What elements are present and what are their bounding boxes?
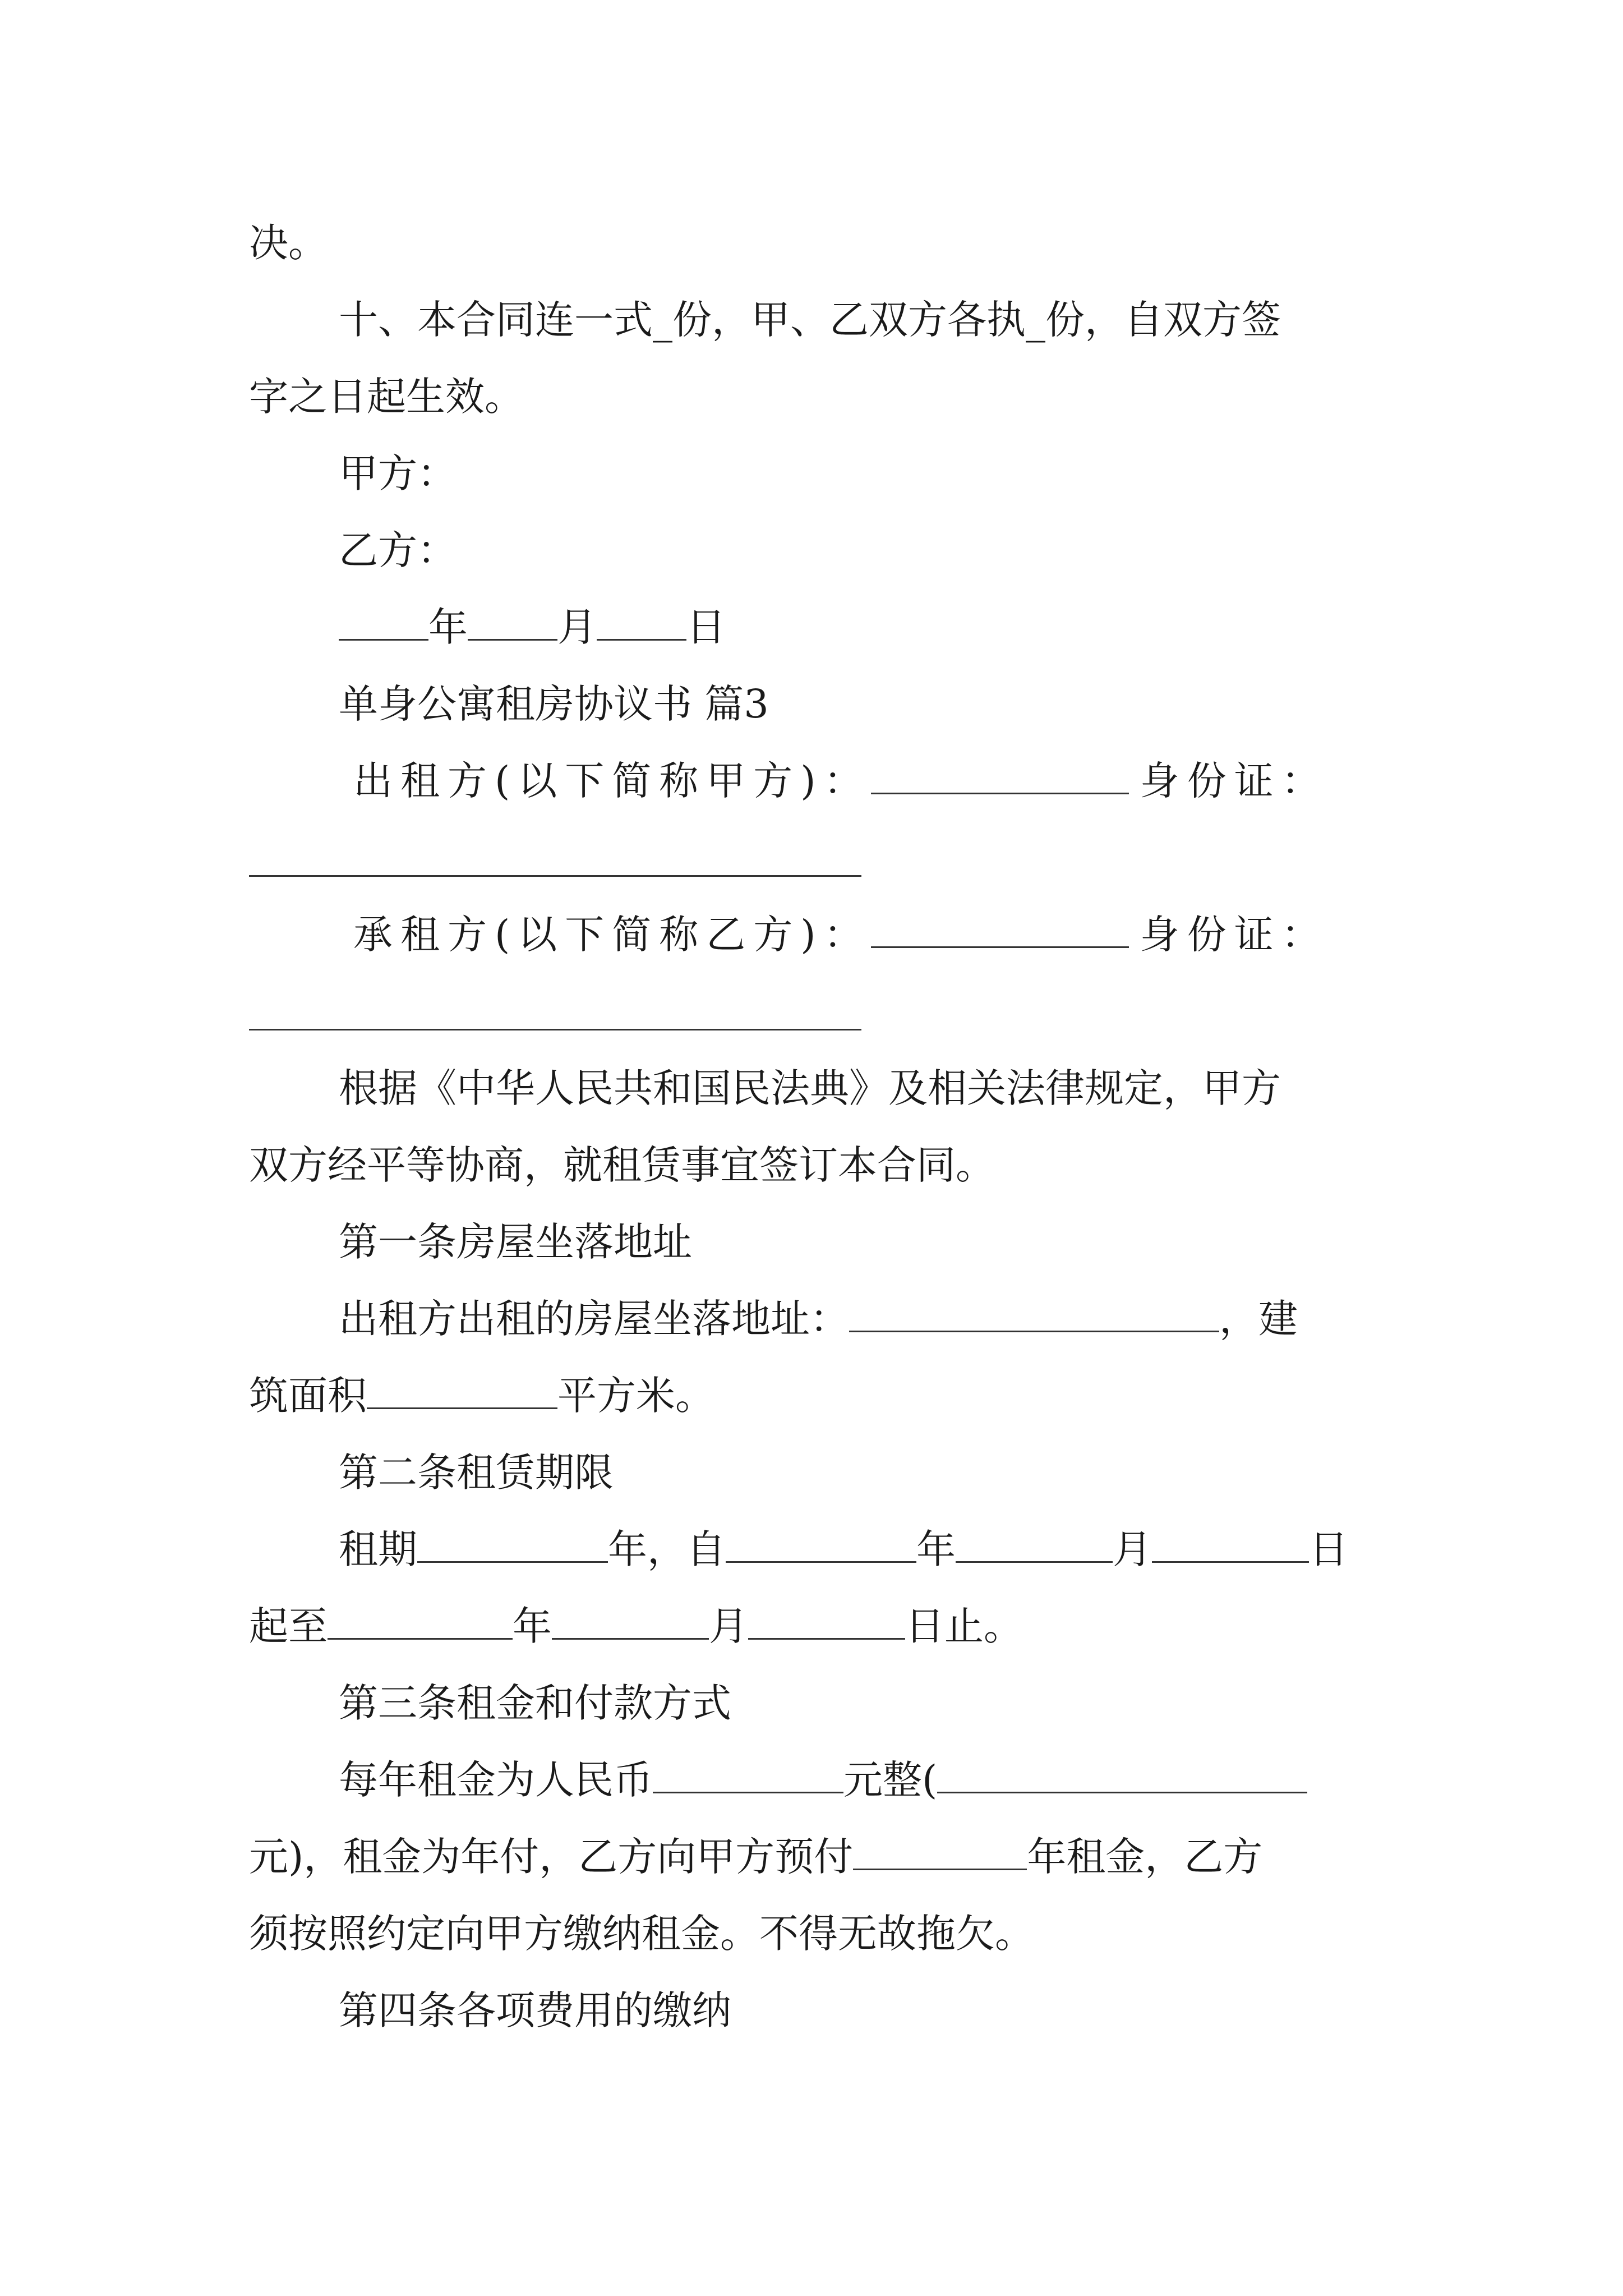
blank-month: [468, 605, 557, 641]
blank-prepay: [853, 1835, 1027, 1870]
blank-start-day: [1152, 1527, 1309, 1563]
text-line: 根据《中华人民共和国民法典》及相关法律规定，甲方: [339, 1065, 1281, 1111]
text-fragment: 日: [1309, 1526, 1348, 1572]
article-two-heading: 第二条租赁期限: [339, 1450, 614, 1496]
date-day-label: 日: [686, 604, 726, 650]
blank-lessor: [871, 759, 1129, 794]
blank-lessee: [871, 913, 1129, 948]
blank-term: [417, 1527, 608, 1563]
text-fragment: ，建: [1219, 1296, 1298, 1342]
text-line: 决。: [249, 220, 328, 266]
date-year-label: 年: [428, 604, 468, 650]
blank-end-day: [748, 1604, 905, 1640]
text-fragment: 元整(: [843, 1757, 938, 1803]
text-fragment: 年租金，乙方: [1027, 1834, 1263, 1880]
text-fragment: 日止。: [905, 1603, 1023, 1649]
lessee-line: [353, 907, 1329, 963]
address-label: 出租方出租的房屋坐落地址：: [339, 1296, 849, 1342]
blank-address: [849, 1297, 1219, 1332]
date-month-label: 月: [557, 604, 597, 650]
text-fragment: 元)，租金为年付，乙方向甲方预付: [249, 1834, 854, 1880]
term-end-line: [249, 1598, 1023, 1654]
rent-payment-line: [249, 1829, 1262, 1885]
text-fragment: 月: [709, 1603, 748, 1649]
lessor-line: [353, 753, 1329, 809]
blank-lessor-id: [249, 875, 861, 877]
date-line: [339, 599, 726, 655]
term-line: [339, 1521, 1348, 1577]
blank-end-year: [328, 1604, 513, 1640]
party-a-label: 甲方：: [339, 450, 457, 496]
blank-start-year: [726, 1527, 916, 1563]
blank-day: [597, 605, 686, 641]
lessor-label: 出租方(以下简称甲方)：: [353, 758, 871, 804]
blank-rent-words: [937, 1758, 1307, 1793]
blank-rent: [653, 1758, 843, 1793]
party-b-label: 乙方：: [339, 527, 457, 573]
rent-line: [339, 1752, 1307, 1808]
text-line: 字之日起生效。: [249, 374, 524, 420]
blank-end-month: [552, 1604, 709, 1640]
lessor-id-label: 身份证：: [1140, 758, 1329, 804]
blank-area: [367, 1374, 557, 1409]
term-label: 租期: [339, 1526, 417, 1572]
blank-start-month: [956, 1527, 1113, 1563]
text-fragment: 月: [1113, 1526, 1152, 1572]
area-line: [249, 1368, 714, 1424]
address-line: [339, 1291, 1298, 1347]
text-fragment: 年: [513, 1603, 552, 1649]
area-label: 筑面积: [249, 1373, 367, 1419]
text-line: 双方经平等协商，就租赁事宜签订本合同。: [249, 1142, 995, 1188]
blank-lessee-id: [249, 1029, 861, 1030]
article-three-heading: 第三条租金和付款方式: [339, 1680, 731, 1726]
article-one-heading: 第一条房屋坐落地址: [339, 1219, 692, 1265]
text-fragment: 年，自: [608, 1526, 726, 1572]
text-line: 须按照约定向甲方缴纳租金。不得无故拖欠。: [249, 1911, 1034, 1957]
lessee-label: 承租方(以下简称乙方)：: [353, 912, 871, 958]
rent-label: 每年租金为人民币: [339, 1757, 653, 1803]
text-fragment: 年: [916, 1526, 956, 1572]
blank-year: [339, 605, 428, 641]
section-heading: 单身公寓租房协议书 篇3: [339, 681, 769, 727]
text-fragment: 起至: [249, 1603, 328, 1649]
area-unit: 平方米。: [557, 1373, 714, 1419]
clause-ten: 十、本合同连一式_份，甲、乙双方各执_份，自双方签: [339, 297, 1281, 343]
article-four-heading: 第四条各项费用的缴纳: [339, 1987, 731, 2033]
lessee-id-label: 身份证：: [1140, 912, 1329, 958]
